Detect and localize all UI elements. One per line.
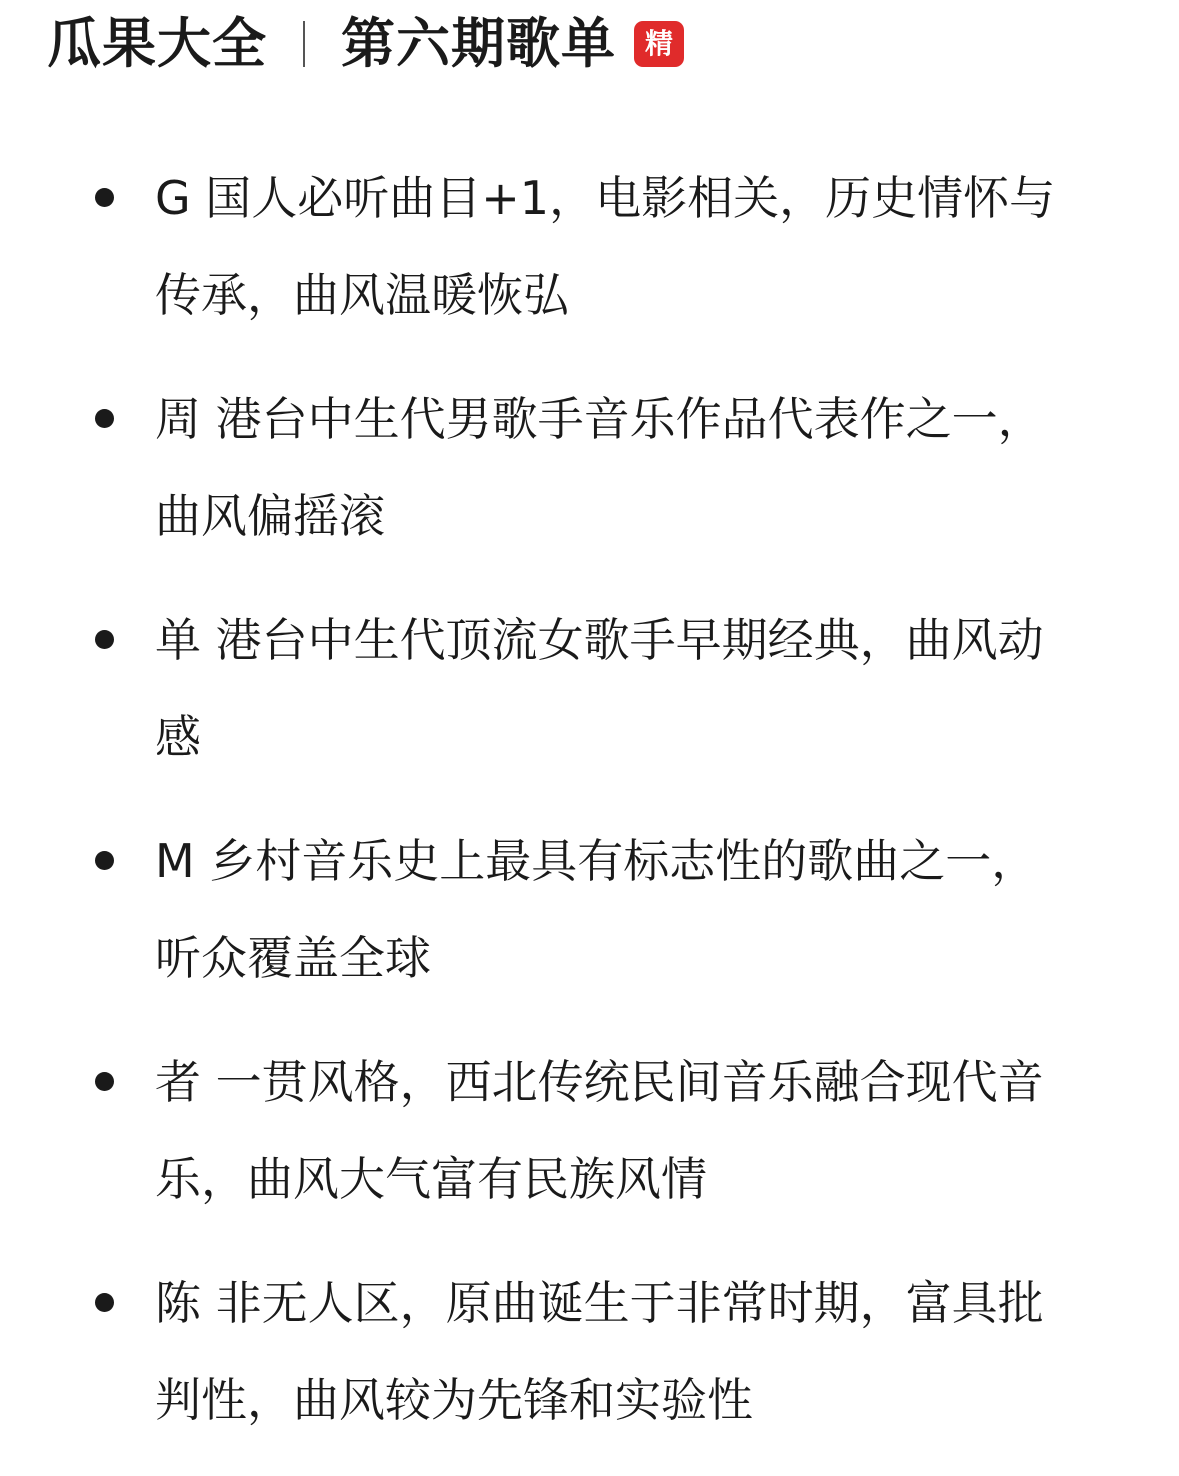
bullet-icon [95, 1293, 114, 1312]
featured-badge: 精 [634, 21, 684, 67]
list-item [0, 1255, 1179, 1449]
list-item [0, 592, 1179, 786]
list-item-text: 单 港台中生代顶流女歌手早期经典，曲风动感 [155, 613, 1044, 764]
list-item-text: 周 港台中生代男歌手音乐作品代表作之一，曲风偏摇滚 [155, 392, 1044, 543]
bullet-icon [95, 188, 114, 207]
title-divider [303, 21, 305, 67]
list-item [0, 813, 1179, 1007]
list-item-text: 陈 非无人区，原曲诞生于非常时期，富具批判性，曲风较为先锋和实验性 [155, 1276, 1044, 1427]
list-item-text: G 国人必听曲目+1，电影相关，历史情怀与传承，曲风温暖恢弘 [155, 171, 1056, 322]
bullet-icon [95, 630, 114, 649]
category-title: 瓜果大全 [47, 12, 267, 75]
header [47, 4, 684, 84]
bullet-icon [95, 1072, 114, 1091]
list-item-text: M 乡村音乐史上最具有标志性的歌曲之一，听众覆盖全球 [155, 834, 1038, 985]
song-list [0, 150, 1179, 1476]
bullet-icon [95, 851, 114, 870]
page-title: 第六期歌单 [341, 12, 616, 75]
list-item [0, 1034, 1179, 1228]
bullet-icon [95, 409, 114, 428]
list-item [0, 371, 1179, 565]
list-item [0, 150, 1179, 344]
list-item-text: 者 一贯风格，西北传统民间音乐融合现代音乐，曲风大气富有民族风情 [155, 1055, 1044, 1206]
